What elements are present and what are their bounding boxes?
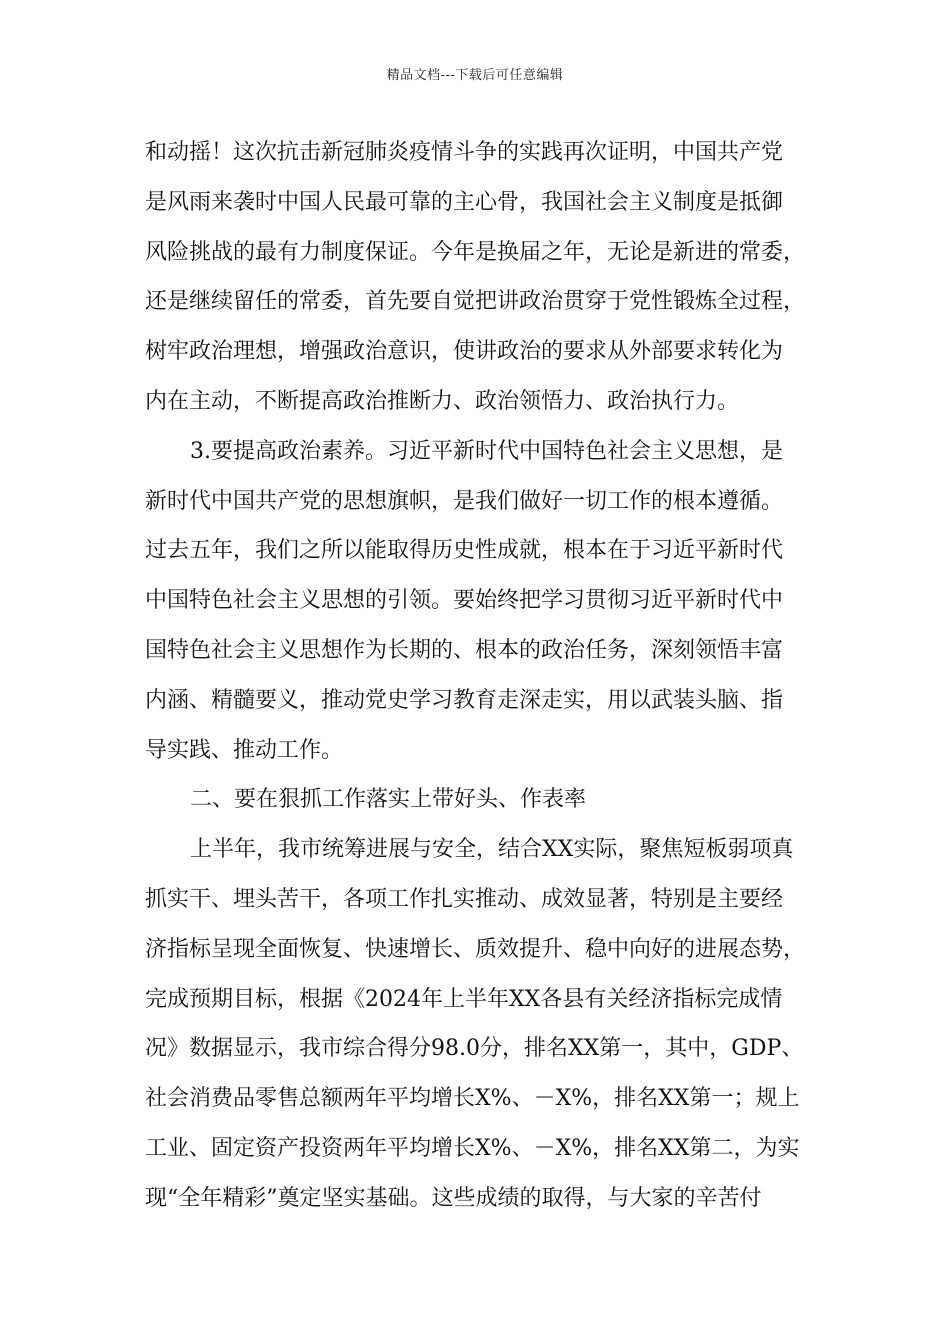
page-header: 精品文档---下载后可任意编辑 [386, 68, 564, 83]
text-line: 树牢政治理想，增强政治意识，使讲政治的要求从外部要求转化为 [145, 339, 784, 365]
text-line: 3.要提高政治素养。习近平新时代中国特色社会主义思想，是 [190, 438, 783, 464]
text-line: 况》数据显示，我市综合得分98.0分，排名XX第一，其中，GDP、 [145, 1036, 804, 1062]
text-line: 风险挑战的最有力制度保证。今年是换届之年，无论是新进的常委， [145, 239, 806, 265]
text-line: 济指标呈现全面恢复、快速增长、质效提升、稳中向好的进展态势， [145, 936, 806, 962]
text-line: 和动摇！这次抗击新冠肺炎疫情斗争的实践再次证明，中国共产党 [145, 140, 784, 165]
text-line: 社会消费品零售总额两年平均增长X%、－X%，排名XX第一；规上 [145, 1086, 800, 1112]
text-line: 国特色社会主义思想作为长期的、根本的政治任务，深刻领悟丰富 [145, 637, 784, 663]
text-line: 现“全年精彩”奠定坚实基础。这些成绩的取得，与大家的辛苦付 [145, 1185, 762, 1211]
text-line: 完成预期目标，根据《2024年上半年XX各县有关经济指标完成情 [145, 986, 783, 1012]
section-heading: 二、要在狠抓工作落实上带好头、作表率 [190, 787, 587, 813]
text-line: 是风雨来袭时中国人民最可靠的主心骨，我国社会主义制度是抵御 [145, 189, 784, 215]
text-line: 导实践、推动工作。 [145, 737, 344, 763]
text-line: 抓实干、埋头苦干，各项工作扎实推动、成效显著，特别是主要经 [145, 886, 784, 912]
text-line: 中国特色社会主义思想的引领。要始终把学习贯彻习近平新时代中 [145, 588, 784, 614]
text-line: 上半年，我市统筹进展与安全，结合XX实际，聚焦短板弱项真 [190, 837, 794, 863]
body-text [145, 128, 835, 1224]
text-line: 工业、固定资产投资两年平均增长X%、－X%，排名XX第二，为实 [145, 1135, 800, 1161]
text-line: 过去五年，我们之所以能取得历史性成就，根本在于习近平新时代 [145, 538, 784, 564]
text-line: 内涵、精髓要义，推动党史学习教育走深走实，用以武装头脑、指 [145, 687, 784, 713]
text-line: 内在主动，不断提高政治推断力、政治领悟力、政治执行力。 [145, 388, 740, 414]
text-line: 还是继续留任的常委，首先要自觉把讲政治贯穿于党性锻炼全过程， [145, 289, 806, 315]
text-line: 新时代中国共产党的思想旗帜，是我们做好一切工作的根本遵循。 [145, 488, 784, 514]
